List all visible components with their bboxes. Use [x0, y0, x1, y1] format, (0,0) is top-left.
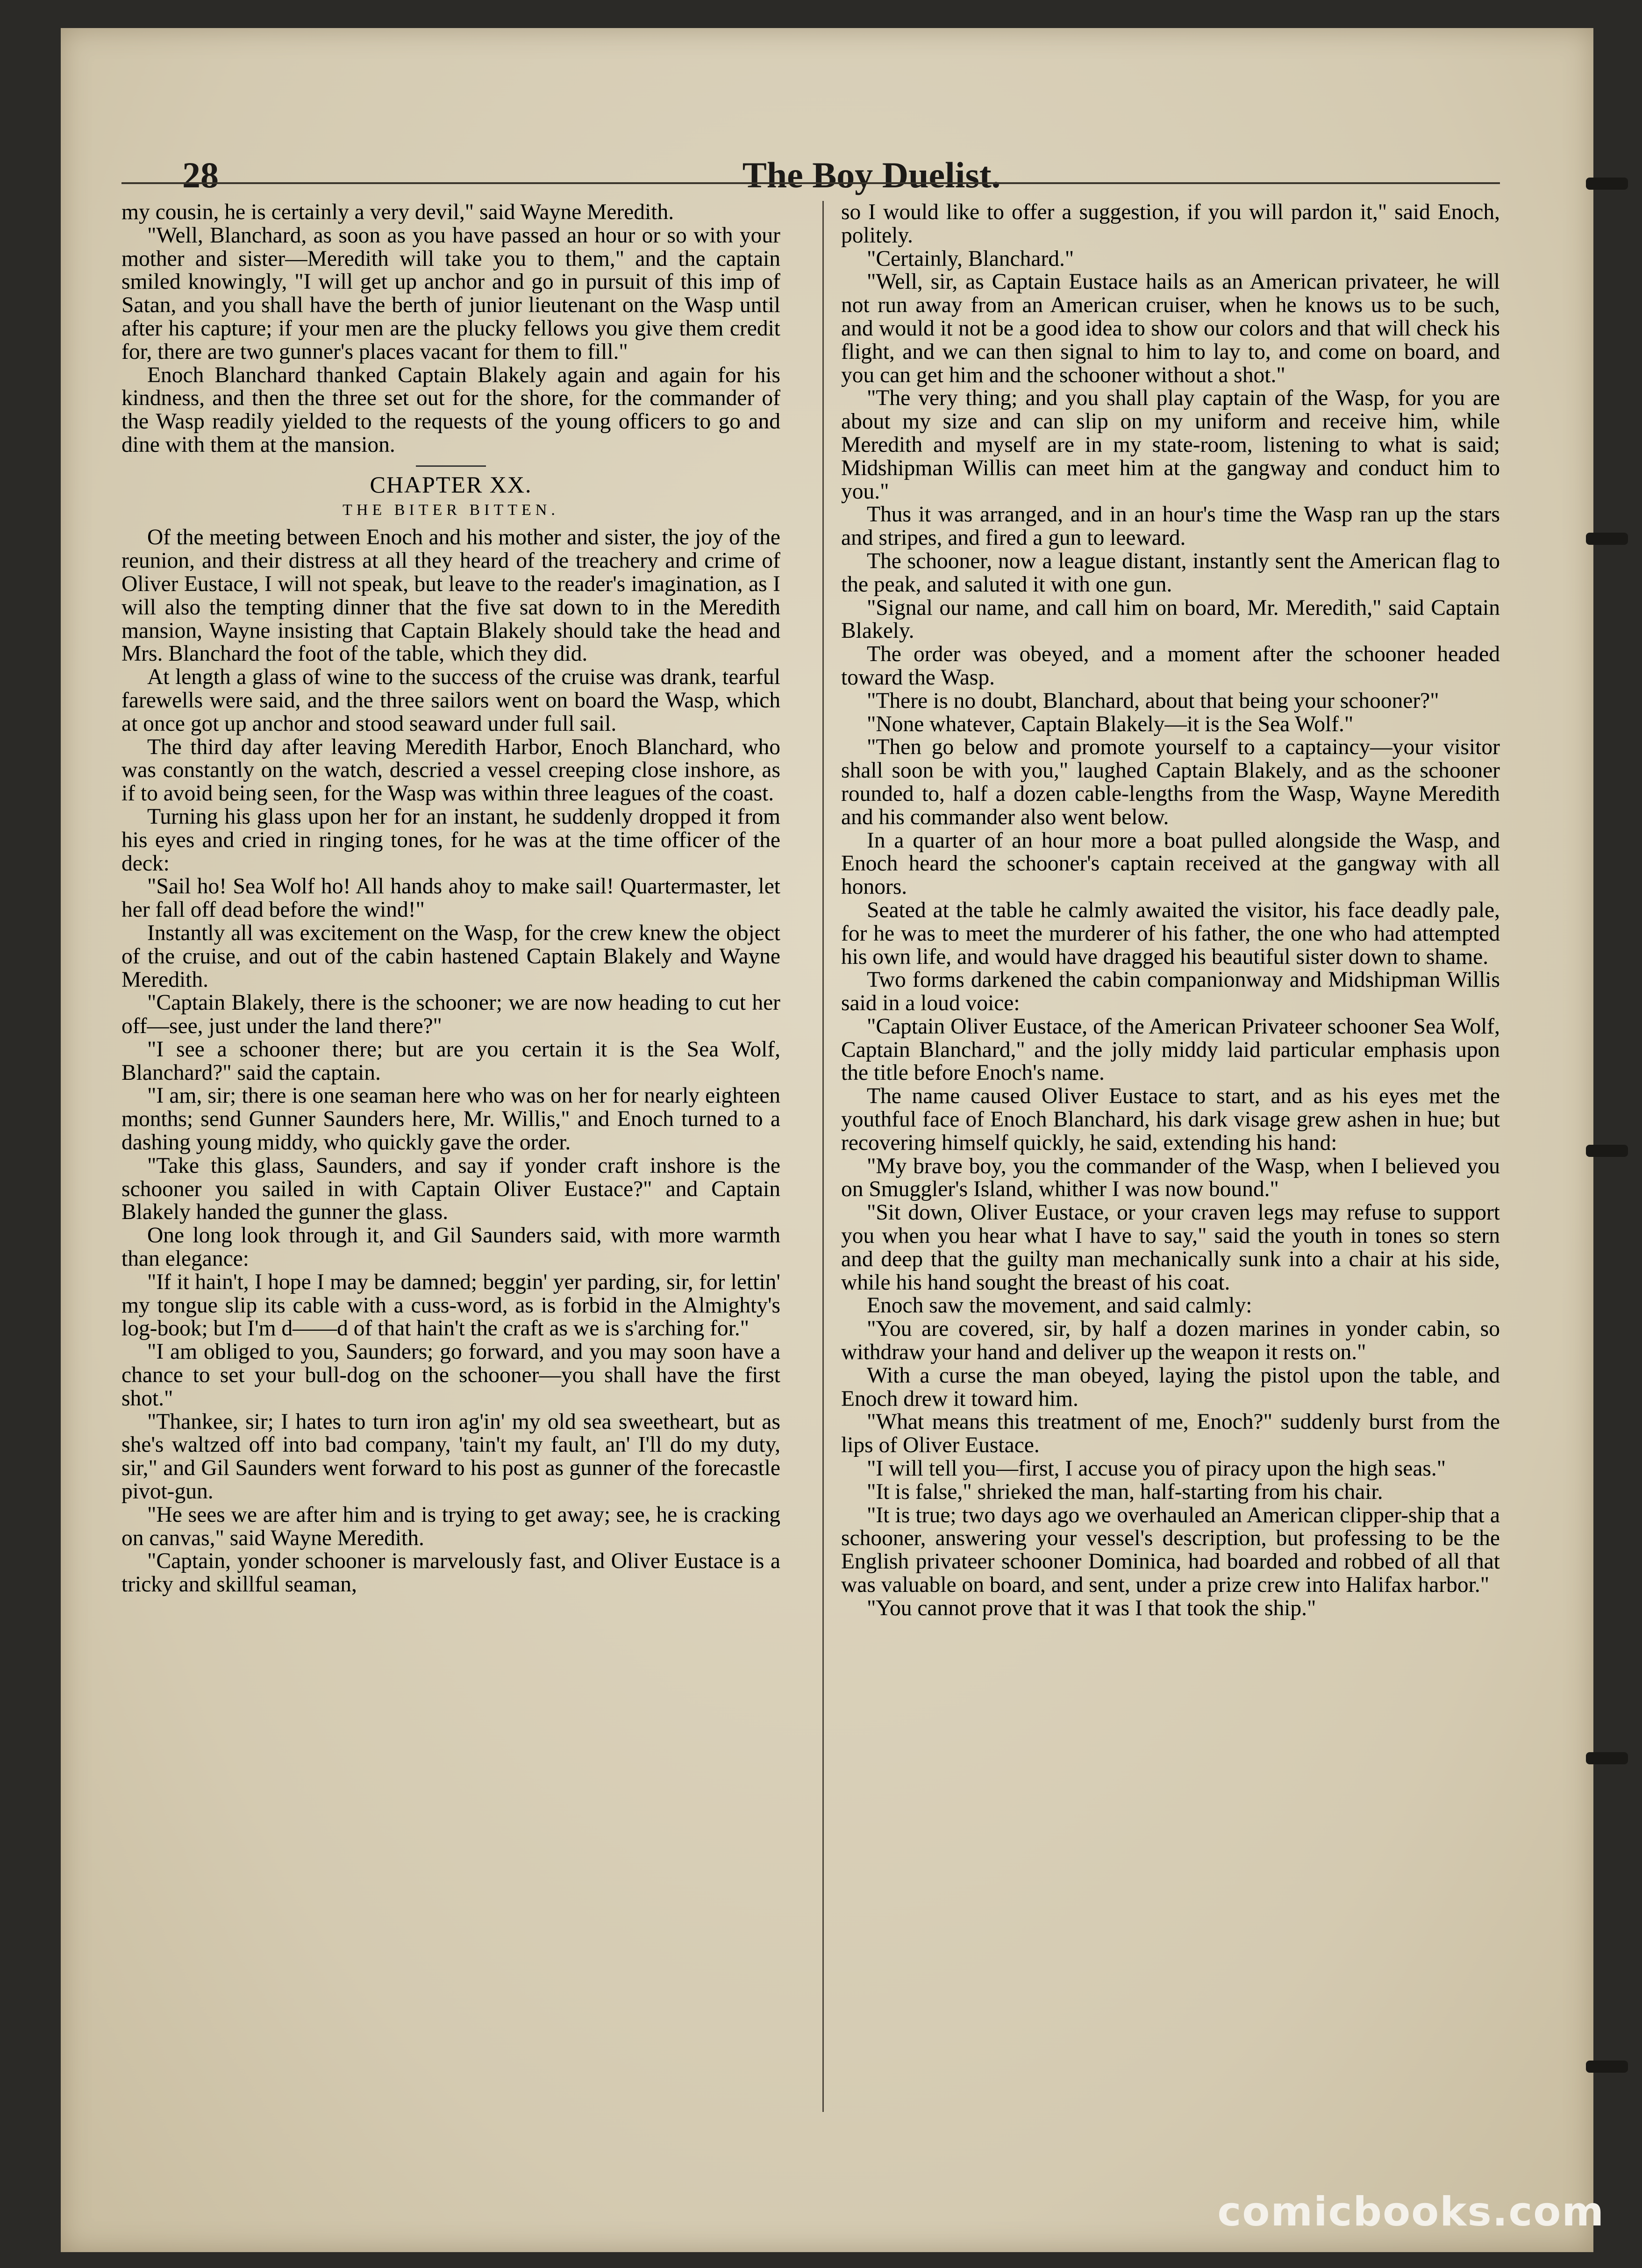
paragraph: so I would like to offer a suggestion, if you will pardon it," said Enoch, politely.	[841, 201, 1500, 248]
paragraph: "Signal our name, and call him on board, Mr. Meredith," said Captain Blakely.	[841, 595, 1500, 643]
paragraph: "Thankee, sir; I hates to turn iron ag'in' my old sea sweetheart, but as she's waltzed off into bad company, 'tain't my fault, an' I'll do my duty, sir," and Gil Saunders went forward to his post as gunner of the forecastle pivot-gun.	[121, 1409, 780, 1504]
paragraph: "Captain Blakely, there is the schooner; we are now heading to cut her off—see, just under the land there?"	[121, 991, 780, 1039]
paragraph: "Sail ho! Sea Wolf ho! All hands ahoy to make sail! Quartermaster, let her fall off dead before the wind!"	[121, 874, 780, 922]
column-divider	[822, 201, 824, 2112]
paragraph: "There is no doubt, Blanchard, about that being your schooner?"	[867, 688, 1439, 713]
binding-tack	[1586, 533, 1628, 545]
paragraph: In a quarter of an hour more a boat pulled alongside the Wasp, and Enoch heard the schooner's captain received at the gangway with all honors.	[841, 828, 1500, 899]
header-rule	[121, 182, 1500, 184]
paragraph: One long look through it, and Gil Saunders said, with more warmth than elegance:	[121, 1223, 780, 1271]
paragraph: Turning his glass upon her for an instant, he suddenly dropped it from his eyes and cried in ringing tones, for he was at the time officer of the deck:	[121, 804, 780, 876]
chapter-subtitle: THE BITER BITTEN.	[343, 501, 559, 519]
paragraph: "Well, Blanchard, as soon as you have passed an hour or so with your mother and sister—Meredith will take you to them," and the captain smiled knowingly, "I will get up anchor and go in pursuit of this imp of Satan, and you shall have the berth of junior lieutenant on the Wasp until after his capture; if your men are the plucky fellows you give them credit for, there are two gunner's places vacant for them to fill."	[121, 223, 780, 364]
paragraph: "Sit down, Oliver Eustace, or your craven legs may refuse to support you when you hear what I have to say," said the youth in tones so stern and deep that the guilty man mechanically sunk into a chair at his side, while his hand sought the breast of his coat.	[841, 1200, 1500, 1295]
paragraph: The order was obeyed, and a moment after the schooner headed toward the Wasp.	[841, 642, 1500, 690]
paragraph: "It is true; two days ago we overhauled an American clipper-ship that a schooner, answering your vessel's description, but professing to be the English privateer schooner Dominica, had boarded and robbed of all that was valuable on board, and sent, under a prize crew into Halifax harbor."	[841, 1503, 1500, 1598]
binding-tack	[1586, 178, 1628, 190]
paragraph: "My brave boy, you the commander of the Wasp, when I believed you on Smuggler's Island, whither I was now bound."	[841, 1154, 1500, 1202]
paragraph: With a curse the man obeyed, laying the pistol upon the table, and Enoch drew it toward him.	[841, 1363, 1500, 1411]
watermark: comicbooks.com	[1217, 2189, 1605, 2235]
paragraph: Of the meeting between Enoch and his mother and sister, the joy of the reunion, and their distress at all they heard of the treachery and crime of Oliver Eustace, I will not speak, but leave to the reader's imagination, as I will also the tempting dinner that the five sat down to in the Meredith mansion, Wayne insisting that Captain Blakely should take the head and Mrs. Blanchard the foot of the table, which they did.	[121, 525, 780, 666]
paragraph: "Certainly, Blanchard."	[867, 246, 1074, 271]
paragraph: "I will tell you—first, I accuse you of piracy upon the high seas."	[867, 1456, 1446, 1481]
paragraph: "You cannot prove that it was I that took the ship."	[867, 1596, 1316, 1620]
paragraph: Two forms darkened the cabin companionway and Midshipman Willis said in a loud voice:	[841, 968, 1500, 1016]
paragraph: Thus it was arranged, and in an hour's time the Wasp ran up the stars and stripes, and fired a gun to leeward.	[841, 502, 1500, 550]
page-header	[182, 150, 1561, 206]
paragraph: The third day after leaving Meredith Harbor, Enoch Blanchard, who was constantly on the watch, descried a vessel creeping close inshore, as if to avoid being seen, for the Wasp was within three leagues of the coast.	[121, 735, 780, 806]
chapter-title: CHAPTER XX.	[370, 471, 532, 498]
binding-tack	[1586, 1145, 1628, 1157]
paragraph: At length a glass of wine to the success of the cruise was drank, tearful farewells were said, and the three sailors went on board the Wasp, which at once got up anchor and stood seaward under full sail.	[121, 665, 780, 736]
paragraph: "The very thing; and you shall play captain of the Wasp, for you are about my size and can slip on my uniform and receive him, while Meredith and myself are in my state-room, listening to what is said; Midshipman Willis can meet him at the gangway and conduct him to you."	[841, 386, 1500, 504]
paragraph: Seated at the table he calmly awaited the visitor, his face deadly pale, for he was to meet the murderer of his father, the one who had attempted his own life, and would have dragged his beautiful sister down to shame.	[841, 898, 1500, 969]
paragraph: "I see a schooner there; but are you certain it is the Sea Wolf, Blanchard?" said the captain.	[121, 1037, 780, 1085]
paragraph: "I am obliged to you, Saunders; go forward, and you may soon have a chance to set your bull-dog on the schooner—you shall have the first shot."	[121, 1340, 780, 1411]
paragraph: "It is false," shrieked the man, half-starting from his chair.	[867, 1479, 1383, 1504]
paragraph: "Then go below and promote yourself to a captaincy—your visitor shall soon be with you," laughed Captain Blakely, and as the schooner rounded to, half a dozen cable-lengths from the Wasp, Wayne Meredith and his commander also went below.	[841, 735, 1500, 829]
paragraph: "He sees we are after him and is trying to get away; see, he is cracking on canvas," said Wayne Meredith.	[121, 1502, 780, 1550]
paragraph: "I am, sir; there is one seaman here who was on her for nearly eighteen months; send Gunner Saunders here, Mr. Willis," and Enoch turned to a dashing young middy, who quickly gave the order.	[121, 1084, 780, 1155]
paragraph: my cousin, he is certainly a very devil," said Wayne Meredith.	[121, 201, 674, 224]
paragraph: "If it hain't, I hope I may be damned; beggin' yer parding, sir, for lettin' my tongue slip its cable with a cuss-word, as is forbid in the Almighty's log-book; but I'm d——d of that hain't the craft as we is s'arching for."	[121, 1270, 780, 1341]
paragraph: Instantly all was excitement on the Wasp, for the crew knew the object of the cruise, and out of the cabin hastened Captain Blakely and Wayne Meredith.	[121, 920, 780, 992]
paragraph: "Well, sir, as Captain Eustace hails as an American privateer, he will not run away from an American cruiser, when he knows us to be such, and would it not be a good idea to show our colors and that will check his flight, and we can then signal to him to lay to, and come on board, and you can get him and the schooner without a shot."	[841, 270, 1500, 387]
page-number: 28	[182, 155, 219, 195]
right-column	[841, 201, 1500, 2112]
paragraph: "What means this treatment of me, Enoch?" suddenly burst from the lips of Oliver Eustace.	[841, 1410, 1500, 1458]
paragraph: "Take this glass, Saunders, and say if yonder craft inshore is the schooner you sailed in with Captain Oliver Eustace?" and Captain Blakely handed the gunner the glass.	[121, 1153, 780, 1225]
paragraph: Enoch saw the movement, and said calmly:	[867, 1293, 1252, 1318]
paragraph: "Captain, yonder schooner is marvelously fast, and Oliver Eustace is a tricky and skillful seaman,	[121, 1549, 780, 1597]
paragraph: The schooner, now a league distant, instantly sent the American flag to the peak, and saluted it with one gun.	[841, 549, 1500, 597]
binding-tack	[1586, 2061, 1628, 2073]
paragraph: The name caused Oliver Eustace to start, and as his eyes met the youthful face of Enoch Blanchard, his dark visage grew ashen in hue; but recovering himself quickly, he said, extending his hand:	[841, 1084, 1500, 1155]
paragraph: "Captain Oliver Eustace, of the American Privateer schooner Sea Wolf, Captain Blanchard," and the jolly middy laid particular emphasis upon the title before Enoch's name.	[841, 1014, 1500, 1085]
paragraph: Enoch Blanchard thanked Captain Blakely again and again for his kindness, and then the three set out for the shore, for the commander of the Wasp readily yielded to the requests of the young officers to go and dine with them at the mansion.	[121, 363, 780, 457]
paragraph: "You are covered, sir, by half a dozen marines in yonder cabin, so withdraw your hand and deliver up the weapon it rests on."	[841, 1317, 1500, 1365]
chapter-separator	[416, 465, 486, 467]
running-title: The Boy Duelist.	[742, 155, 1001, 195]
paragraph: "None whatever, Captain Blakely—it is the Sea Wolf."	[867, 712, 1354, 736]
left-column	[121, 201, 780, 2112]
binding-tack	[1586, 1752, 1628, 1764]
